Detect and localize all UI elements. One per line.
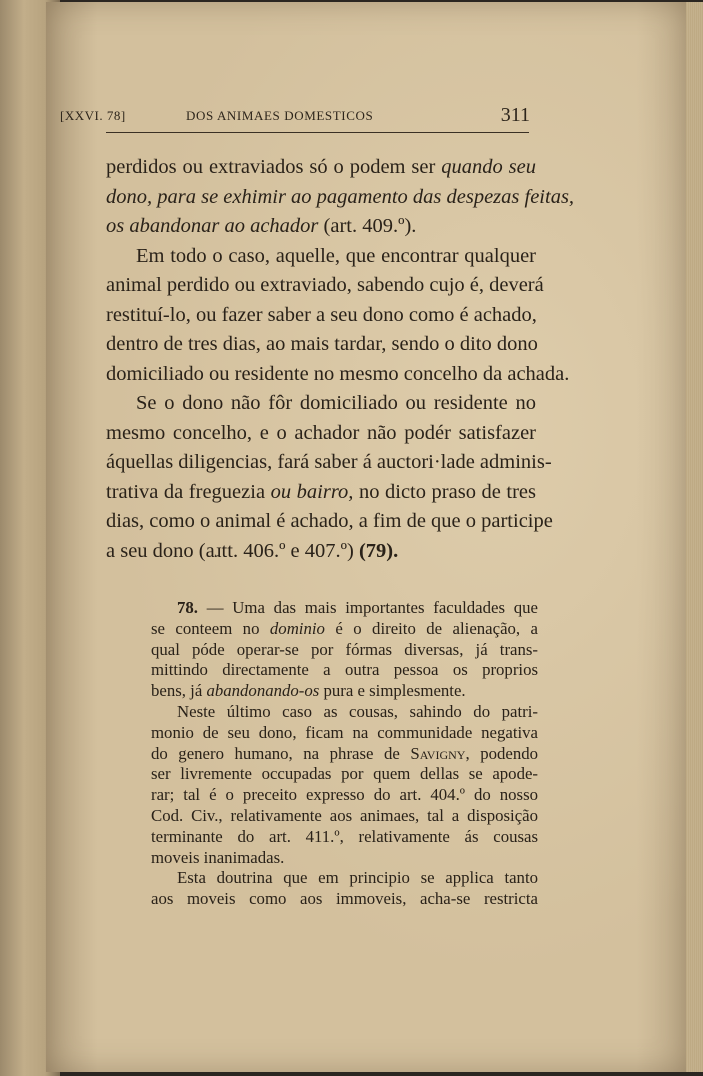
note-number: 78. (177, 598, 198, 617)
running-header (60, 104, 530, 128)
note-line: qual póde operar-se por fórmas diversas, já trans- (151, 639, 538, 659)
note-line: monio de seu dono, ficam na communidade negativa (151, 722, 538, 742)
note-line: se conteem no dominio é o direito de alienação, a (151, 618, 538, 638)
note-line: Neste último caso as cousas, sahindo do patri- (177, 701, 538, 721)
text-line: perdidos ou extraviados só o podem ser quando seu (106, 156, 536, 178)
note-line: 78. — Uma das mais importantes faculdades que (177, 598, 538, 617)
note-line: terminante do art. 411.º, relativamente ás cousas (151, 826, 538, 846)
text-line: restituí-lo, ou fazer saber a seu dono como é achado, (106, 303, 537, 326)
text-line: animal perdido ou extraviado, sabendo cujo é, deverá (106, 274, 544, 296)
text-line: domiciliado ou residente no mesmo concelho da achada. (106, 362, 570, 385)
chapter-reference: [XXVI. 78] (60, 108, 126, 123)
note-line: aos moveis como aos immoveis, acha-se restricta (151, 889, 538, 909)
note-line: moveis inanimadas. (151, 847, 285, 867)
note-line: bens, já abandonando-os pura e simplesmente. (151, 681, 466, 701)
text-line: trativa da freguezia ou bairro, no dicto praso de tres (106, 480, 536, 503)
text-line: Em todo o caso, aquelle, que encontrar qualquer (136, 244, 536, 267)
text-line: dono, para se exhimir ao pagamento das despezas feitas, (106, 185, 575, 208)
text-line: dias, como o animal é achado, a fim de que o participe (106, 510, 553, 532)
note-line: ser livremente occupadas por quem dellas se apode- (151, 764, 538, 784)
text-line: Se o dono não fôr domiciliado ou residente no (136, 392, 536, 414)
text-line: dentro de tres dias, ao mais tardar, sendo o dito dono (106, 333, 538, 355)
header-rule (106, 132, 529, 133)
note-line: do genero humano, na phrase de Savigny, podendo (151, 743, 539, 763)
text-line: a seu dono (aɹtt. 406.º e 407.º) (79). (106, 539, 399, 562)
text-line: mesmo concelho, e o achador não podér satisfazer (106, 421, 536, 444)
footnote-section (151, 598, 538, 910)
main-text (106, 153, 575, 566)
running-title: DOS ANIMAES DOMESTICOS (186, 108, 374, 123)
text-line: áquellas diligencias, fará saber á auctori·lade adminis- (106, 451, 552, 473)
note-line: Cod. Civ., relativamente aos animaes, tal a disposição (151, 805, 538, 825)
note-line: rar; tal é o preceito expresso do art. 404.º do nosso (151, 785, 538, 805)
text-line: os abandonar ao achador (art. 409.º). (106, 215, 417, 237)
note-line: Esta doutrina que em principio se applica tanto (177, 868, 538, 888)
page-number: 311 (500, 104, 530, 126)
note-line: mittindo directamente a outra pessoa os proprios (151, 660, 538, 680)
page-stack-edge (686, 2, 703, 1072)
